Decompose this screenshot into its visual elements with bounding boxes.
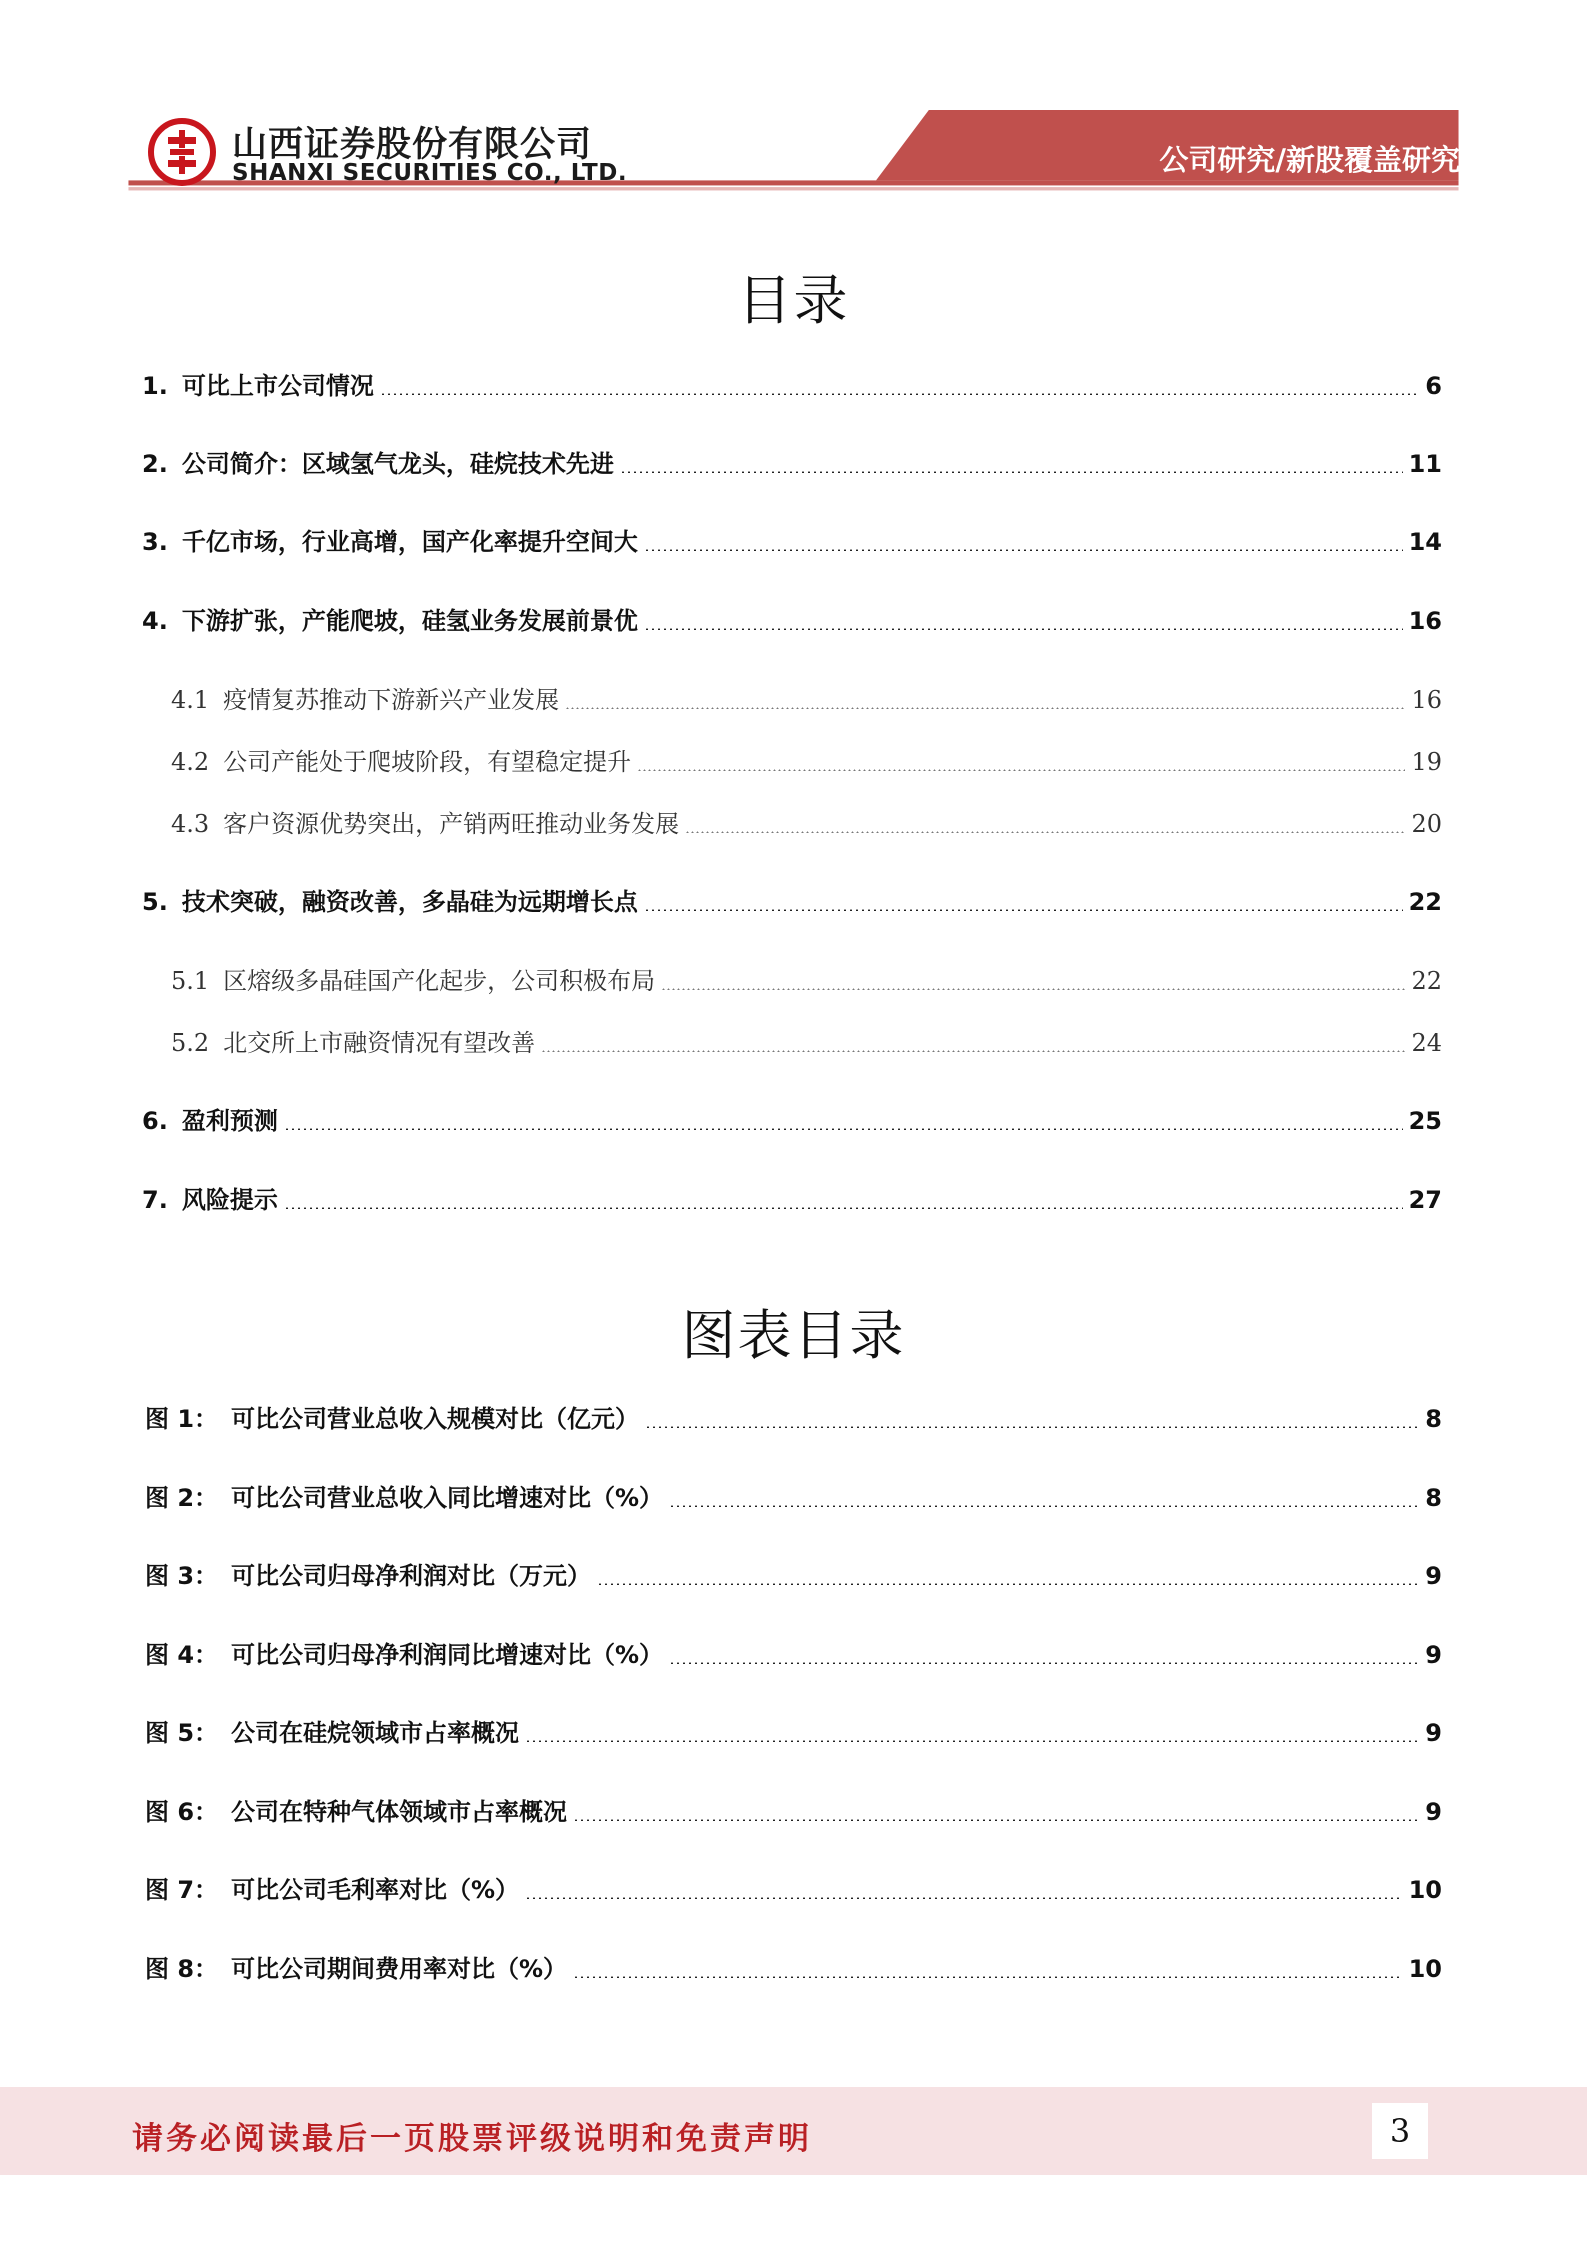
toc-subentry[interactable] bbox=[171, 742, 1442, 777]
figure-entry-number: 图 8： bbox=[145, 1955, 219, 1983]
figure-entry-page: 8 bbox=[1425, 1405, 1442, 1433]
dot-leader bbox=[669, 1505, 1419, 1507]
toc-entry-number: 5.2 bbox=[171, 1029, 210, 1057]
figure-entry[interactable] bbox=[145, 1870, 1442, 1905]
dot-leader bbox=[637, 769, 1405, 771]
figure-entry[interactable] bbox=[145, 1713, 1442, 1748]
toc-entry-number: 4.3 bbox=[171, 810, 210, 838]
company-name-cn: 山西证券股份有限公司 bbox=[232, 125, 593, 165]
figure-entry-label: 可比公司营业总收入规模对比（亿元） bbox=[231, 1405, 639, 1433]
toc-entry-number: 1. bbox=[142, 372, 168, 400]
toc-entry-number: 4. bbox=[142, 607, 168, 635]
figure-entry[interactable] bbox=[145, 1399, 1442, 1434]
dot-leader bbox=[573, 1819, 1419, 1821]
dot-leader bbox=[541, 1050, 1405, 1052]
disclaimer-notice: 请务必阅读最后一页股票评级说明和免责声明 bbox=[132, 2121, 812, 2157]
dot-leader bbox=[565, 707, 1405, 709]
report-type: 公司研究/新股覆盖研究 bbox=[1159, 143, 1460, 177]
dot-leader bbox=[380, 393, 1419, 395]
page-header bbox=[0, 0, 1587, 215]
toc-subentry[interactable] bbox=[171, 961, 1442, 996]
dot-leader bbox=[597, 1583, 1419, 1585]
figure-entry-label: 公司在特种气体领域市占率概况 bbox=[231, 1798, 567, 1826]
figure-entry[interactable] bbox=[145, 1556, 1442, 1591]
toc-entry-page: 22 bbox=[1411, 967, 1442, 995]
figure-entry[interactable] bbox=[145, 1792, 1442, 1827]
figure-entry-number: 图 1： bbox=[145, 1405, 219, 1433]
dot-leader bbox=[620, 471, 1403, 473]
figure-entry-label: 可比公司归母净利润对比（万元） bbox=[231, 1562, 591, 1590]
figure-entry-number: 图 3： bbox=[145, 1562, 219, 1590]
figure-entry-label: 公司在硅烷领域市占率概况 bbox=[231, 1719, 519, 1747]
toc-entry-number: 4.1 bbox=[171, 686, 210, 714]
toc-entry-page: 20 bbox=[1411, 810, 1442, 838]
figure-entry[interactable] bbox=[145, 1949, 1442, 1984]
toc-entry[interactable] bbox=[142, 1101, 1442, 1136]
toc-entry[interactable] bbox=[142, 882, 1442, 917]
toc-entry[interactable] bbox=[142, 601, 1442, 636]
toc-subentry[interactable] bbox=[171, 680, 1442, 715]
toc-entry-number: 2. bbox=[142, 450, 168, 478]
figure-entry-label: 可比公司归母净利润同比增速对比（%） bbox=[231, 1641, 664, 1669]
dot-leader bbox=[644, 909, 1403, 911]
dot-leader bbox=[525, 1897, 1403, 1899]
figure-entry-label: 可比公司毛利率对比（%） bbox=[231, 1876, 520, 1904]
toc-entry-number: 4.2 bbox=[171, 748, 210, 776]
toc-title: 目录 bbox=[737, 269, 850, 332]
toc-entry-page: 14 bbox=[1408, 528, 1442, 556]
dot-leader bbox=[525, 1740, 1419, 1742]
toc-entry-page: 16 bbox=[1411, 686, 1442, 714]
figure-entry[interactable] bbox=[145, 1478, 1442, 1513]
dot-leader bbox=[661, 988, 1405, 990]
toc-entry[interactable] bbox=[142, 366, 1442, 401]
toc-entry-page: 27 bbox=[1408, 1186, 1442, 1214]
toc-entry[interactable] bbox=[142, 1180, 1442, 1215]
page-number: 3 bbox=[1372, 2103, 1428, 2159]
figure-entry-page: 10 bbox=[1408, 1955, 1442, 1983]
toc-entry-label: 公司产能处于爬坡阶段，有望稳定提升 bbox=[223, 748, 632, 776]
toc-entry-number: 3. bbox=[142, 528, 168, 556]
toc-entry-number: 5. bbox=[142, 888, 168, 916]
dot-leader bbox=[685, 831, 1405, 833]
toc-entry-page: 25 bbox=[1408, 1107, 1442, 1135]
toc-entry[interactable] bbox=[142, 522, 1442, 557]
figure-entry-number: 图 6： bbox=[145, 1798, 219, 1826]
toc-entry-label: 北交所上市融资情况有望改善 bbox=[223, 1029, 536, 1057]
toc-entry-label: 客户资源优势突出，产销两旺推动业务发展 bbox=[223, 810, 680, 838]
dot-leader bbox=[284, 1207, 1403, 1209]
toc-entry-label: 盈利预测 bbox=[181, 1107, 278, 1135]
dot-leader bbox=[284, 1128, 1403, 1130]
toc-subentry[interactable] bbox=[171, 1023, 1442, 1058]
toc-subentry[interactable] bbox=[171, 804, 1442, 839]
figure-entry-label: 可比公司期间费用率对比（%） bbox=[231, 1955, 568, 1983]
figures-title: 图表目录 bbox=[681, 1304, 906, 1367]
dot-leader bbox=[644, 549, 1403, 551]
figure-entry-page: 8 bbox=[1425, 1484, 1442, 1512]
toc-entry-label: 风险提示 bbox=[181, 1186, 278, 1214]
figure-entry[interactable] bbox=[145, 1635, 1442, 1670]
toc-entry-label: 区熔级多晶硅国产化起步，公司积极布局 bbox=[223, 967, 656, 995]
figure-entry-number: 图 2： bbox=[145, 1484, 219, 1512]
figure-entry-label: 可比公司营业总收入同比增速对比（%） bbox=[231, 1484, 664, 1512]
figure-entry-page: 10 bbox=[1408, 1876, 1442, 1904]
figure-entry-number: 图 5： bbox=[145, 1719, 219, 1747]
toc-entry-number: 5.1 bbox=[171, 967, 210, 995]
dot-leader bbox=[645, 1426, 1419, 1428]
toc-entry-label: 千亿市场，行业高增，国产化率提升空间大 bbox=[181, 528, 638, 556]
company-name-en: SHANXI SECURITIES CO., LTD. bbox=[232, 160, 628, 186]
figure-entry-page: 9 bbox=[1425, 1798, 1442, 1826]
toc-entry-number: 6. bbox=[142, 1107, 168, 1135]
toc-entry-page: 22 bbox=[1408, 888, 1442, 916]
toc-entry-number: 7. bbox=[142, 1186, 168, 1214]
toc-entry-page: 24 bbox=[1411, 1029, 1442, 1057]
dot-leader bbox=[669, 1662, 1419, 1664]
company-seal-icon bbox=[148, 118, 216, 186]
toc-entry-page: 19 bbox=[1411, 748, 1442, 776]
toc-entry-label: 公司简介：区域氢气龙头，硅烷技术先进 bbox=[181, 450, 614, 478]
figure-entry-page: 9 bbox=[1425, 1562, 1442, 1590]
toc-entry-label: 技术突破，融资改善，多晶硅为远期增长点 bbox=[181, 888, 638, 916]
dot-leader bbox=[573, 1976, 1403, 1978]
figure-entry-page: 9 bbox=[1425, 1641, 1442, 1669]
dot-leader bbox=[644, 628, 1403, 630]
toc-entry-label: 可比上市公司情况 bbox=[181, 372, 374, 400]
page-footer bbox=[0, 2087, 1587, 2175]
figure-entry-number: 图 4： bbox=[145, 1641, 219, 1669]
toc-entry-label: 下游扩张，产能爬坡，硅氢业务发展前景优 bbox=[181, 607, 638, 635]
figure-entry-page: 9 bbox=[1425, 1719, 1442, 1747]
figure-entry-number: 图 7： bbox=[145, 1876, 219, 1904]
toc-entry-page: 11 bbox=[1408, 450, 1442, 478]
toc-entry-label: 疫情复苏推动下游新兴产业发展 bbox=[223, 686, 560, 714]
toc-entry-page: 6 bbox=[1425, 372, 1442, 400]
toc-entry[interactable] bbox=[142, 444, 1442, 479]
toc-entry-page: 16 bbox=[1408, 607, 1442, 635]
